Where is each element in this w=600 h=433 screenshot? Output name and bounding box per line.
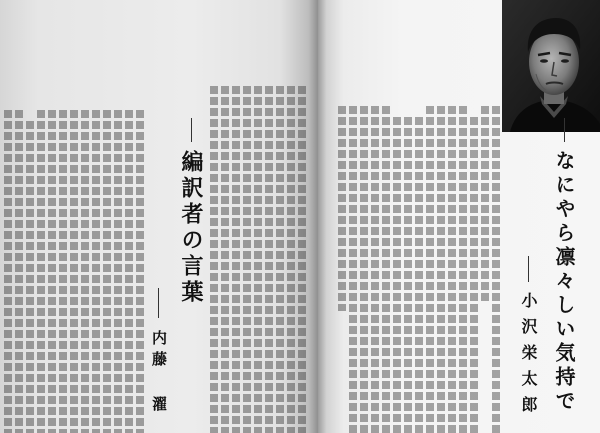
text-column <box>92 110 100 433</box>
text-column <box>232 86 240 433</box>
text-column <box>37 110 45 433</box>
text-column <box>481 106 489 303</box>
text-column <box>254 86 262 433</box>
right-author-rule <box>528 256 529 282</box>
text-column <box>448 106 456 433</box>
text-column <box>371 106 379 433</box>
text-column <box>15 110 23 433</box>
text-column <box>437 106 445 433</box>
text-column <box>338 106 346 311</box>
left-page-body-text-lower <box>2 110 144 433</box>
text-column <box>298 86 306 433</box>
text-column <box>210 86 218 433</box>
text-column <box>426 106 434 433</box>
text-column <box>459 106 467 433</box>
right-page-body-text <box>330 106 500 433</box>
text-column <box>382 106 390 433</box>
text-column <box>48 110 56 433</box>
text-column <box>125 110 133 433</box>
text-column <box>70 110 78 433</box>
left-heading-rule <box>191 118 192 142</box>
right-page-title: なにやら凛々しい気持で <box>552 150 576 414</box>
text-column <box>26 121 34 433</box>
author-portrait-photo <box>502 0 600 132</box>
text-column <box>415 117 423 433</box>
text-column <box>349 106 357 433</box>
text-column <box>81 110 89 433</box>
portrait-left-eye <box>540 59 548 63</box>
text-column <box>221 86 229 433</box>
text-column <box>404 117 412 433</box>
left-author-family-name: 内藤 <box>150 330 168 372</box>
text-column <box>103 110 111 433</box>
portrait-right-eye <box>561 59 569 63</box>
text-column <box>243 86 251 433</box>
left-author-rule <box>158 288 159 318</box>
text-column <box>287 86 295 433</box>
right-heading-rule <box>564 118 565 142</box>
left-page-body-text-upper <box>210 86 306 433</box>
text-column <box>492 106 500 433</box>
text-column <box>59 110 67 433</box>
text-column <box>276 86 284 433</box>
text-column <box>265 86 273 433</box>
right-author-name: 小沢栄太郎 <box>519 292 538 422</box>
text-column <box>136 110 144 433</box>
portrait-image <box>502 0 600 132</box>
text-column <box>360 106 368 433</box>
left-author-given-name: 濯 <box>150 396 168 411</box>
left-page-title: 編訳者の言葉 <box>178 150 204 306</box>
text-column <box>470 117 478 433</box>
text-column <box>393 117 401 433</box>
text-column <box>4 110 12 433</box>
text-column <box>114 110 122 433</box>
